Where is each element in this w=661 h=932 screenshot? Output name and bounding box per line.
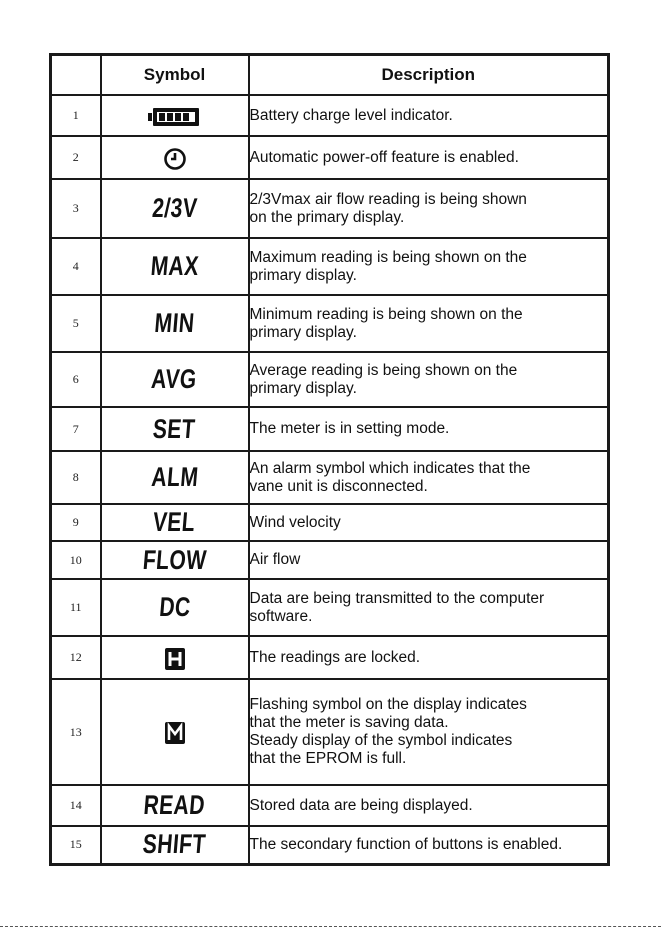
row-number: 9 xyxy=(51,504,101,541)
row-symbol xyxy=(101,136,249,179)
table-row xyxy=(51,238,609,295)
row-symbol xyxy=(101,636,249,679)
row-number: 2 xyxy=(51,136,101,179)
table-row xyxy=(51,407,609,451)
row-symbol xyxy=(101,295,249,352)
row-symbol xyxy=(101,451,249,504)
symbol-text: MAX xyxy=(149,251,200,281)
table-row xyxy=(51,451,609,504)
row-number: 10 xyxy=(51,541,101,579)
clock-icon xyxy=(163,142,187,172)
symbol-text: 2/3V xyxy=(150,193,199,223)
symbol-text: MIN xyxy=(153,308,196,338)
row-number: 11 xyxy=(51,579,101,636)
row-description: Air flow xyxy=(249,541,609,579)
row-symbol xyxy=(101,238,249,295)
row-number: 4 xyxy=(51,238,101,295)
table-row xyxy=(51,826,609,864)
symbol-text: SET xyxy=(152,413,197,444)
row-description: Stored data are being displayed. xyxy=(249,785,609,826)
header-number xyxy=(51,55,101,96)
header-symbol: Symbol xyxy=(101,55,249,96)
row-symbol xyxy=(101,826,249,864)
row-symbol xyxy=(101,504,249,541)
row-description: The readings are locked. xyxy=(249,636,609,679)
row-symbol xyxy=(101,352,249,407)
symbol-text: DC xyxy=(157,592,192,622)
row-number: 8 xyxy=(51,451,101,504)
row-symbol xyxy=(101,407,249,451)
row-number: 3 xyxy=(51,179,101,238)
table-row xyxy=(51,179,609,238)
row-description: Average reading is being shown on the primary display. xyxy=(249,352,609,407)
symbol-text: READ xyxy=(142,790,207,820)
table-row xyxy=(51,541,609,579)
row-number: 7 xyxy=(51,407,101,451)
row-description: The secondary function of buttons is enabled. xyxy=(249,826,609,864)
row-description: Data are being transmitted to the computer software. xyxy=(249,579,609,636)
symbol-table xyxy=(49,53,610,866)
h-lock-icon xyxy=(164,642,186,672)
row-number: 14 xyxy=(51,785,101,826)
m-memory-icon xyxy=(164,717,186,747)
table-row xyxy=(51,95,609,136)
row-symbol xyxy=(101,179,249,238)
row-description: 2/3Vmax air flow reading is being shown on the primary display. xyxy=(249,179,609,238)
symbol-text: FLOW xyxy=(141,544,208,575)
row-description: The meter is in setting mode. xyxy=(249,407,609,451)
row-symbol xyxy=(101,579,249,636)
symbol-text: SHIFT xyxy=(141,829,208,860)
row-symbol xyxy=(101,679,249,785)
row-number: 13 xyxy=(51,679,101,785)
table-row xyxy=(51,636,609,679)
row-description: An alarm symbol which indicates that the vane unit is disconnected. xyxy=(249,451,609,504)
row-description: Minimum reading is being shown on the primary display. xyxy=(249,295,609,352)
row-description: Battery charge level indicator. xyxy=(249,95,609,136)
row-number: 1 xyxy=(51,95,101,136)
page-cut-line xyxy=(0,926,661,927)
row-number: 15 xyxy=(51,826,101,864)
row-description: Flashing symbol on the display indicates that the meter is saving data. Steady display of the symbol indicates that the EPROM is full. xyxy=(249,679,609,785)
row-number: 6 xyxy=(51,352,101,407)
symbol-legend xyxy=(49,53,607,866)
table-row xyxy=(51,136,609,179)
row-number: 5 xyxy=(51,295,101,352)
battery-icon xyxy=(148,100,202,130)
table-header-row xyxy=(51,55,609,96)
symbol-text: AVG xyxy=(150,364,199,394)
row-symbol xyxy=(101,785,249,826)
row-number: 12 xyxy=(51,636,101,679)
table-row xyxy=(51,504,609,541)
symbol-text: ALM xyxy=(149,462,200,492)
row-description: Maximum reading is being shown on the primary display. xyxy=(249,238,609,295)
row-description: Wind velocity xyxy=(249,504,609,541)
table-row xyxy=(51,295,609,352)
table-row xyxy=(51,579,609,636)
row-symbol xyxy=(101,95,249,136)
symbol-text: VEL xyxy=(152,507,197,537)
header-description: Description xyxy=(249,55,609,96)
table-row xyxy=(51,679,609,785)
table-row xyxy=(51,352,609,407)
table-row xyxy=(51,785,609,826)
row-symbol xyxy=(101,541,249,579)
row-description: Automatic power-off feature is enabled. xyxy=(249,136,609,179)
